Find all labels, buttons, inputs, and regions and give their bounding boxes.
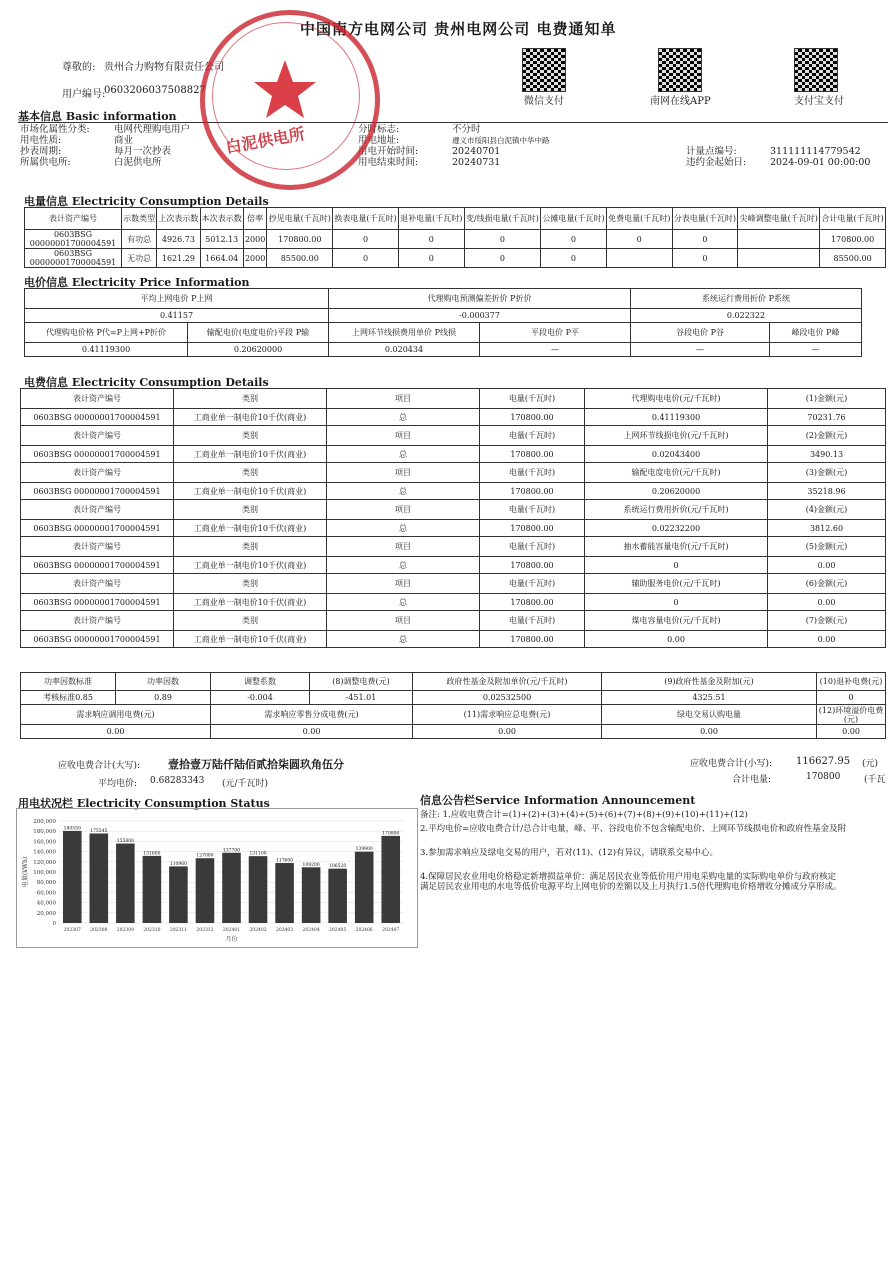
seal-star-icon [200,10,370,180]
y-tick-label: 120,000 [33,859,56,866]
notice-line: 4.保障居民农业用电价格稳定新增损益单价：满足居民农业等低价用户用电采购电量的实际购电单价与政府核定 [420,872,837,882]
fee-cell: 170800.00 [480,446,585,463]
bar-label: 110960 [169,861,188,867]
chart-bar [328,869,347,923]
bar-label: 131600 [143,851,161,857]
qr-code-icon [794,48,838,92]
fee-cell: 工商业单一制电价10千伏(商业) [174,520,327,537]
consumption-title: 电量信息 Electricity Consumption Details [24,195,269,208]
fee-cell: 0.02043400 [585,446,768,463]
customer-name: 贵州合力购物有限责任公司 [104,62,224,73]
bar-label: 117600 [275,858,294,864]
notice-title: 信息公告栏Service Information Announcement [420,794,696,807]
fee-cell: 工商业单一制电价10千伏(商业) [174,631,327,648]
fee-header-cell: 类别 [174,574,327,594]
y-tick-label: 140,000 [33,849,56,856]
fee-cell: 工商业单一制电价10千伏(商业) [174,483,327,500]
bar-label: 170800 [382,831,400,837]
consumption-cell: 0 [541,230,607,249]
consumption-header-cell: 换表电量(千瓦时) [333,208,399,230]
account-number: 0603206037508827 [104,85,206,96]
x-tick-label: 202308 [90,928,108,933]
fee-header-cell: 项目 [327,389,480,409]
x-tick-label: 202402 [249,928,267,933]
fee-cell: 0603BSG 00000001700004591 [21,631,174,648]
fee-header-cell: (4)金额(元) [768,500,886,520]
chart-bar [169,866,188,923]
fee-header-cell: (6)金额(元) [768,574,886,594]
price-table: 平均上网电价 P上网 代理购电预测偏差折价 P折价 系统运行费用折价 P系统 0.41157 -0.000377 0.022322 代理购电价格 P代=P上网+P折价 输配电价(电度电价)平段 P输 上网环节线损费用单价 P线损 平段电价 P平 谷段电价 P谷 峰段电价 P峰 0.41119300 0.20620000 0.020434 — — — [24,288,862,357]
fee-cell: 35218.96 [768,483,886,500]
consumption-cell: 0 [464,230,541,249]
total-cn-label: 应收电费合计(大写): [58,761,141,771]
consumption-cell: 4926.73 [157,230,200,249]
y-tick-label: 40,000 [36,900,56,907]
consumption-cell: 85500.00 [267,249,333,268]
chart-bar [90,833,109,923]
fee-header-cell: (5)金额(元) [768,537,886,557]
qr-label: 微信支付 [524,96,564,107]
fee-header-cell: 电量(千瓦时) [480,463,585,483]
bar-label: 139900 [355,847,373,853]
fee-cell: 工商业单一制电价10千伏(商业) [174,409,327,426]
fee-header-cell: 表计资产编号 [21,426,174,446]
fee-cell: 工商业单一制电价10千伏(商业) [174,594,327,611]
chart-bar [143,856,162,923]
fee-header-cell: 类别 [174,463,327,483]
fee-header-cell: 电量(千瓦时) [480,426,585,446]
consumption-cell: 0603BSG 00000001700004591 [25,249,122,268]
fee-cell: 0603BSG 00000001700004591 [21,409,174,426]
fee-cell: 170800.00 [480,631,585,648]
chart-bar [249,856,268,923]
y-tick-label: 200,000 [33,819,56,825]
y-tick-label: 0 [52,921,56,927]
consumption-header-cell: 倍率 [243,208,267,230]
bar-label: 137700 [222,848,241,854]
account-label: 用户编号: [62,89,106,100]
consumption-cell: 170800.00 [820,230,886,249]
fee-cell: 170800.00 [480,594,585,611]
fee-header-cell: 项目 [327,463,480,483]
fee-cell: 工商业单一制电价10千伏(商业) [174,557,327,574]
chart-title: 用电状况栏 Electricity Consumption Status [18,797,270,810]
consumption-cell: 0 [333,249,399,268]
fee-header-cell: 输配电度电价(元/千瓦时) [585,463,768,483]
y-tick-label: 160,000 [33,839,56,846]
fee-header-cell: 抽水蓄能容量电价(元/千瓦时) [585,537,768,557]
fee-header-cell: 项目 [327,500,480,520]
fee-cell: 总 [327,520,480,537]
y-tick-label: 100,000 [33,870,56,876]
x-tick-label: 202404 [302,928,320,933]
x-tick-label: 202401 [222,928,241,933]
chart-bar [381,836,400,923]
fee-cell: 总 [327,409,480,426]
fee-cell: 总 [327,446,480,463]
fee-cell: 0.00 [768,631,886,648]
fee-header-cell: 电量(千瓦时) [480,500,585,520]
fee-cell: 0.41119300 [585,409,768,426]
consumption-cell: 85500.00 [820,249,886,268]
consumption-cell: 无功总 [122,249,157,268]
notice-line: 备注: 1.应收电费合计=(1)+(2)+(3)+(4)+(5)+(6)+(7)+(8)+(9)+(10)+(11)+(12) [420,810,748,820]
consumption-cell: 0 [398,249,464,268]
consumption-header-cell: 退补电量(千瓦时) [398,208,464,230]
consumption-cell: 2000 [243,230,267,249]
notice-line: 满足居民农业用电的水电等低价电源平均上网电价的差额以及上月执行1.5倍代理购电价格增收分摊成分享形成。 [420,882,842,892]
fee-header-cell: 类别 [174,537,327,557]
wechat-pay[interactable] [522,48,566,107]
fee-header-cell: 系统运行费用折价(元/千瓦时) [585,500,768,520]
total-unit: (元) [862,759,879,769]
avg-unit: (元/千瓦时) [222,779,269,789]
fee-header-cell: 表计资产编号 [21,611,174,631]
fee-cell: 0.00 [768,557,886,574]
bar-label: 131100 [249,851,267,857]
app-download[interactable] [650,48,711,107]
fee-header-cell: 表计资产编号 [21,389,174,409]
fee-title: 电费信息 Electricity Consumption Details [24,376,269,389]
chart-bar [222,853,241,923]
consumption-header-cell: 表计资产编号 [25,208,122,230]
fee-header-cell: 项目 [327,574,480,594]
notice-line: 2.平均电价=应收电费合计/总合计电量，峰、平、谷段电价不包含输配电价、上网环节线损电价和政府性基金及附 [420,824,847,834]
qr-label: 南网在线APP [650,96,711,107]
fee-cell: 0603BSG 00000001700004591 [21,520,174,537]
consumption-header-cell: 尖峰调整电量(千瓦时) [738,208,820,230]
fee-cell: 0.00 [768,594,886,611]
bar-label: 155800 [116,839,134,845]
consumption-table [24,207,886,268]
x-tick-label: 202307 [63,928,81,933]
fee-header-cell: 电量(千瓦时) [480,389,585,409]
consumption-chart [16,808,418,948]
customer-label: 尊敬的: [62,62,96,73]
consumption-cell: 2000 [243,249,267,268]
fee-header-cell: 辅助服务电价(元/千瓦时) [585,574,768,594]
fee-cell: 70231.76 [768,409,886,426]
chart-svg [17,809,417,947]
fee-header-cell: 类别 [174,389,327,409]
fee-cell: 0603BSG 00000001700004591 [21,483,174,500]
consumption-cell: 0 [398,230,464,249]
y-tick-label: 60,000 [36,890,56,897]
fee-cell: 170800.00 [480,520,585,537]
fee-cell: 0.00 [585,631,768,648]
fee-header-cell: (1)金额(元) [768,389,886,409]
bar-label: 106520 [329,864,347,870]
consumption-cell [738,230,820,249]
x-axis-label: 月份 [225,936,238,943]
consumption-header-cell: 抄见电量(千瓦时) [267,208,333,230]
consumption-header-cell: 上次表示数 [157,208,200,230]
fee-cell: 0 [585,557,768,574]
fee-header-cell: 项目 [327,537,480,557]
qr-label: 支付宝支付 [794,96,844,107]
bar-label: 180550 [63,826,81,832]
bar-label: 175545 [90,828,108,834]
fee-header-cell: 类别 [174,426,327,446]
consumption-header-cell: 合计电量(千瓦时) [820,208,886,230]
fee-header-cell: 电量(千瓦时) [480,537,585,557]
fee-cell: 170800.00 [480,557,585,574]
total-cn: 壹拾壹万陆仟陆佰贰拾柒圆玖角伍分 [168,758,344,771]
page-title: 中国南方电网公司 贵州电网公司 电费通知单 [300,20,617,38]
fee-header-cell: 表计资产编号 [21,537,174,557]
seal-text: 白泥供电所 [224,124,307,157]
basic-info-table: 市场化属性分类: 电网代理购电用户 分时标志: 不分时 用电性质: 商业 用电地址: 遵义市绥阳县白泥镇中华中路 抄表周期: 每月一次抄表 用电开始时间: 20240701 计量点编号: 311111114779542 所属供电所: 白泥供电所 用电结束时间: 20240731 违约金起始日: 2024-09-01 00:00:00 [20,124,871,168]
fee-header-cell: 表计资产编号 [21,574,174,594]
fee-header-cell: 上网环节线损电价(元/千瓦时) [585,426,768,446]
x-tick-label: 202309 [116,928,134,933]
fee-header-cell: (2)金额(元) [768,426,886,446]
pf-table: 功率因数标准 功率因数 调整系数 (8)调整电费(元) 政府性基金及附加单价(元/千瓦时) (9)政府性基金及附加(元) (10)退补电费(元) 考核标准0.85 0.89 -0.004 -451.01 0.02532500 4325.51 0 需求响应调用电费(元) 需求响应零售分成电费(元) (11)需求响应总电费(元) 绿电交易认购电量 (12)环境溢价电费(元) 0.00 0.00 0.00 0.00 0.00 [20,672,886,739]
fee-cell: 170800.00 [480,409,585,426]
fee-cell: 0603BSG 00000001700004591 [21,446,174,463]
fee-header-cell: 项目 [327,611,480,631]
fee-cell: 3490.13 [768,446,886,463]
consumption-cell: 0 [464,249,541,268]
basic-info-title: 基本信息 Basic information [18,110,177,123]
qty-total: 170800 [806,772,841,782]
total-num-label: 应收电费合计(小写): [690,759,773,769]
fee-cell: 工商业单一制电价10千伏(商业) [174,446,327,463]
x-tick-label: 202405 [329,928,347,933]
fee-cell: 总 [327,631,480,648]
alipay[interactable] [794,48,844,107]
fee-header-cell: 煤电容量电价(元/千瓦时) [585,611,768,631]
consumption-cell: 0603BSG 00000001700004591 [25,230,122,249]
divider [18,122,888,123]
fee-cell: 0603BSG 00000001700004591 [21,594,174,611]
y-tick-label: 180,000 [33,829,56,836]
fee-cell: 0.20620000 [585,483,768,500]
x-tick-label: 202312 [196,928,214,933]
fee-header-cell: 表计资产编号 [21,500,174,520]
notice-line: 3.参加需求响应及绿电交易的用户，若对(11)、(12)有异议，请联系交易中心。 [420,848,719,858]
qr-code-icon [522,48,566,92]
bar-label: 127000 [196,853,214,859]
y-axis-label: 电量(kWh) [22,856,29,888]
consumption-cell [738,249,820,268]
fee-header-cell: 代理购电电价(元/千瓦时) [585,389,768,409]
fee-header-cell: (7)金额(元) [768,611,886,631]
qr-code-icon [658,48,702,92]
fee-cell: 总 [327,483,480,500]
fee-table [20,388,886,648]
chart-bar [302,867,321,923]
fee-cell: 总 [327,594,480,611]
consumption-cell: 1621.29 [157,249,200,268]
fee-header-cell: 类别 [174,611,327,631]
fee-cell: 3812.60 [768,520,886,537]
y-tick-label: 20,000 [36,910,56,917]
consumption-header-cell: 分表电量(千瓦时) [672,208,738,230]
chart-bar [275,863,294,923]
consumption-header-cell: 示数类型 [122,208,157,230]
consumption-cell: 0 [672,249,738,268]
fee-cell: 0 [585,594,768,611]
avg-price: 0.68283343 [150,776,205,786]
fee-header-cell: 项目 [327,426,480,446]
consumption-cell: 1664.04 [200,249,243,268]
x-tick-label: 202310 [143,928,161,933]
x-tick-label: 202407 [382,928,400,933]
fee-cell: 总 [327,557,480,574]
x-tick-label: 202406 [355,928,373,933]
fee-cell: 170800.00 [480,483,585,500]
bar-label: 109200 [302,862,320,868]
consumption-cell: 5012.13 [200,230,243,249]
fee-header-cell: 类别 [174,500,327,520]
consumption-header-cell: 公摊电量(千瓦时) [541,208,607,230]
consumption-cell: 0 [606,230,672,249]
consumption-header-cell: 变/线损电量(千瓦时) [464,208,541,230]
consumption-header-cell: 免费电量(千瓦时) [606,208,672,230]
fee-header-cell: 电量(千瓦时) [480,574,585,594]
consumption-cell: 有功总 [122,230,157,249]
chart-bar [196,858,215,923]
x-tick-label: 202403 [275,928,294,933]
qty-unit: (千瓦 [864,775,886,785]
fee-header-cell: (3)金额(元) [768,463,886,483]
chart-bar [355,852,374,923]
consumption-cell: 0 [333,230,399,249]
total-num: 116627.95 [796,756,851,767]
fee-cell: 0.02232200 [585,520,768,537]
price-title: 电价信息 Electricity Price Information [24,276,250,289]
consumption-cell: 170800.00 [267,230,333,249]
fee-header-cell: 表计资产编号 [21,463,174,483]
consumption-cell: 0 [672,230,738,249]
consumption-cell [606,249,672,268]
consumption-header-cell: 本次表示数 [200,208,243,230]
x-tick-label: 202311 [169,928,188,933]
fee-header-cell: 电量(千瓦时) [480,611,585,631]
y-tick-label: 80,000 [36,880,56,887]
avg-label: 平均电价: [98,779,138,789]
qty-label: 合计电量: [732,775,772,785]
chart-bar [63,831,82,923]
chart-bar [116,844,135,923]
consumption-cell: 0 [541,249,607,268]
fee-cell: 0603BSG 00000001700004591 [21,557,174,574]
